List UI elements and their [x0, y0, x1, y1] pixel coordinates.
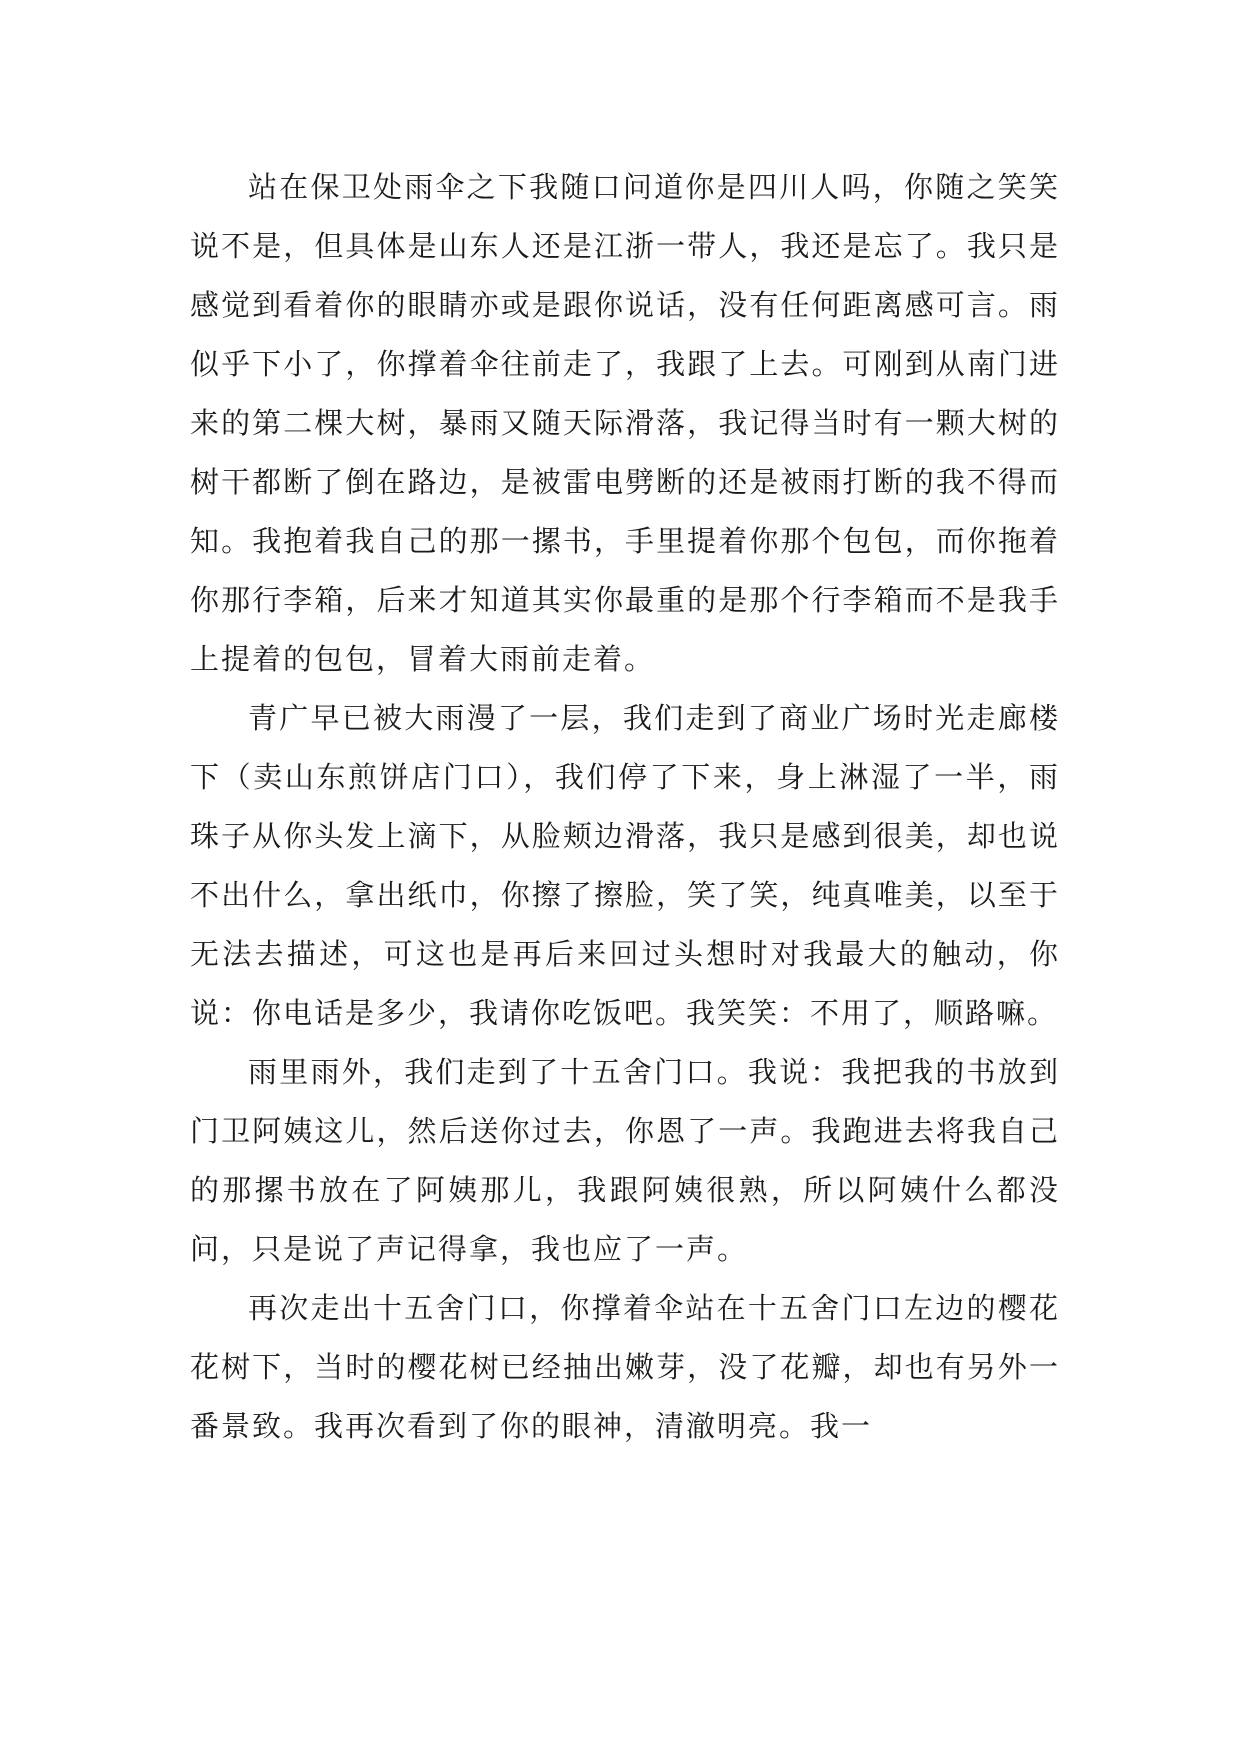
paragraph-1: 站在保卫处雨伞之下我随口问道你是四川人吗，你随之笑笑说不是，但具体是山东人还是江浙一带人，我还是忘了。我只是感觉到看着你的眼睛亦或是跟你说话，没有任何距离感可言。雨似乎下小了，你撑着伞往前走了，我跟了上去。可刚到从南门进来的第二棵大树，暴雨又随天际滑落，我记得当时有一颗大树的树干都断了倒在路边，是被雷电劈断的还是被雨打断的我不得而知。我抱着我自己的那一摞书，手里提着你那个包包，而你拖着你那行李箱，后来才知道其实你最重的是那个行李箱而不是我手上提着的包包，冒着大雨前走着。 [190, 170, 1060, 676]
body-text [190, 158, 1060, 1456]
paragraph-4: 再次走出十五舍门口，你撑着伞站在十五舍门口左边的樱花花树下，当时的樱花树已经抽出嫩芽，没了花瓣，却也有另外一番景致。我再次看到了你的眼神，清澈明亮。我一 [190, 1291, 1060, 1443]
paragraph-3: 雨里雨外，我们走到了十五舍门口。我说：我把我的书放到门卫阿姨这儿，然后送你过去，你恩了一声。我跑进去将我自己的那摞书放在了阿姨那儿，我跟阿姨很熟，所以阿姨什么都没问，只是说了声记得拿，我也应了一声。 [190, 1055, 1060, 1266]
paragraph-2: 青广早已被大雨漫了一层，我们走到了商业广场时光走廊楼下（卖山东煎饼店门口），我们停了下来，身上淋湿了一半，雨珠子从你头发上滴下，从脸颊边滑落，我只是感到很美，却也说不出什么，拿出纸巾，你擦了擦脸，笑了笑，纯真唯美，以至于无法去描述，可这也是再后来回过头想时对我最大的触动，你说：你电话是多少，我请你吃饭吧。我笑笑：不用了，顺路嘛。 [190, 701, 1060, 1030]
